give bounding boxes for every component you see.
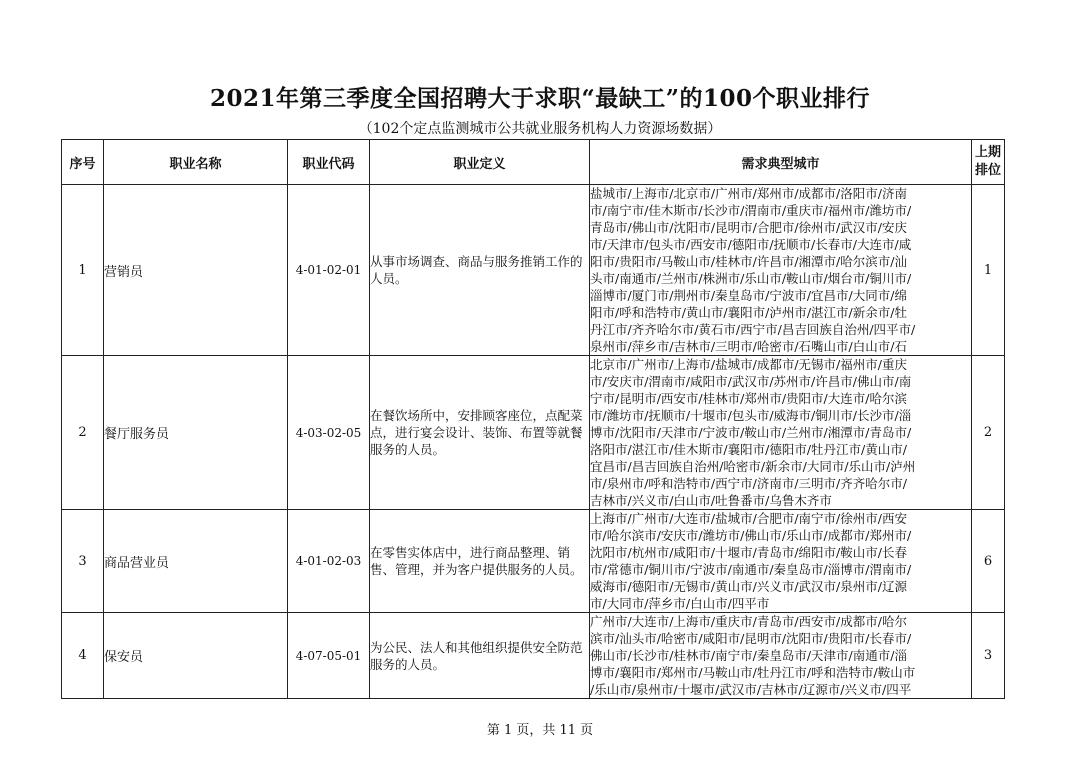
- header-code: 职业代码: [288, 140, 370, 185]
- cities-line: 阳市/呼和浩特市/黄山市/襄阳市/泸州市/湛江市/新余市/牡: [590, 305, 907, 320]
- row-prev-rank: 2: [972, 356, 1005, 510]
- cities-line: 吉林市/兴义市/白山市/吐鲁番市/乌鲁木齐市: [590, 493, 832, 508]
- cities-line: 泉州市/萍乡市/吉林市/三明市/哈密市/石嘴山市/白山市/石: [590, 339, 907, 354]
- table-row: [62, 510, 1005, 613]
- cities-line: 北京市/广州市/上海市/盐城市/成都市/无锡市/福州市/重庆: [590, 357, 907, 372]
- cities-line: 威海市/德阳市/无锡市/黄山市/兴义市/武汉市/泉州市/辽源: [590, 579, 907, 594]
- cities-line: 阳市/贵阳市/马鞍山市/桂林市/许昌市/湘潭市/哈尔滨市/汕: [590, 254, 907, 269]
- cities-line: 淄博市/厦门市/荆州市/秦皇岛市/宁波市/宜昌市/大同市/绵: [590, 288, 907, 303]
- row-definition: 在餐饮场所中，安排顾客座位，点配菜点，进行宴会设计、装饰、布置等就餐服务的人员。: [370, 356, 590, 510]
- cities-line: 洛阳市/湛江市/佳木斯市/襄阳市/德阳市/牡丹江市/黄山市/: [590, 442, 907, 457]
- cities-line: 广州市/大连市/上海市/重庆市/青岛市/西安市/成都市/哈尔: [590, 614, 907, 629]
- table-row: [62, 356, 1005, 510]
- cities-line: 市/天津市/包头市/西安市/德阳市/抚顺市/长春市/大连市/咸: [590, 237, 912, 252]
- header-prev-rank-line1: 上期: [974, 145, 1001, 160]
- row-occupation-name: 商品营业员: [104, 510, 288, 613]
- row-occupation-name: 餐厅服务员: [104, 356, 288, 510]
- cities-line: 丹江市/齐齐哈尔市/黄石市/西宁市/昌吉回族自治州/四平市/: [590, 322, 916, 337]
- row-prev-rank: 6: [972, 510, 1005, 613]
- row-rank: 4: [62, 613, 104, 699]
- row-definition: 为公民、法人和其他组织提供安全防范服务的人员。: [370, 613, 590, 699]
- header-name: 职业名称: [104, 140, 288, 185]
- cities-line: 佛山市/长沙市/桂林市/南宁市/秦皇岛市/天津市/南通市/淄: [590, 648, 907, 663]
- header-prev-rank: [972, 140, 1005, 185]
- header-rank: 序号: [62, 140, 104, 185]
- cities-line: 博市/襄阳市/郑州市/马鞍山市/牡丹江市/呼和浩特市/鞍山市: [590, 665, 916, 680]
- row-cities: [590, 510, 972, 613]
- cities-line: 头市/南通市/兰州市/株洲市/乐山市/鞍山市/烟台市/铜川市/: [590, 271, 912, 286]
- cities-line: 市/潍坊市/抚顺市/十堰市/包头市/威海市/铜川市/长沙市/淄: [590, 408, 912, 423]
- row-cities: [590, 185, 972, 356]
- cities-line: 博市/沈阳市/天津市/宁波市/鞍山市/兰州市/湘潭市/青岛市/: [590, 425, 912, 440]
- row-occupation-code: 4-01-02-03: [288, 510, 370, 613]
- row-occupation-name: 营销员: [104, 185, 288, 356]
- occupation-table: [61, 139, 1005, 699]
- cities-line: 盐城市/上海市/北京市/广州市/郑州市/成都市/洛阳市/济南: [590, 186, 907, 201]
- cities-line: 市/安庆市/渭南市/咸阳市/武汉市/苏州市/许昌市/佛山市/南: [590, 374, 912, 389]
- row-definition: 在零售实体店中，进行商品整理、销售、管理，并为客户提供服务的人员。: [370, 510, 590, 613]
- row-prev-rank: 1: [972, 185, 1005, 356]
- cities-line: 宜昌市/昌吉回族自治州/哈密市/新余市/大同市/乐山市/泸州: [590, 459, 916, 474]
- row-cities: [590, 613, 972, 699]
- cities-line: 宁市/昆明市/西安市/桂林市/郑州市/贵阳市/大连市/哈尔滨: [590, 391, 907, 406]
- page-footer: 第 1 页，共 11 页: [486, 723, 594, 738]
- cities-line: 市/大同市/萍乡市/白山市/四平市: [590, 596, 770, 611]
- table-row: [62, 613, 1005, 699]
- cities-line: 市/常德市/铜川市/宁波市/南通市/秦皇岛市/淄博市/渭南市/: [590, 562, 912, 577]
- cities-line: 市/哈尔滨市/安庆市/潍坊市/佛山市/乐山市/成都市/郑州市/: [590, 528, 912, 543]
- row-prev-rank: 3: [972, 613, 1005, 699]
- cities-line: 沈阳市/杭州市/咸阳市/十堰市/青岛市/绵阳市/鞍山市/长春: [590, 545, 907, 560]
- row-occupation-code: 4-03-02-05: [288, 356, 370, 510]
- header-cities: 需求典型城市: [590, 140, 972, 185]
- cities-line: 滨市/汕头市/哈密市/咸阳市/昆明市/沈阳市/贵阳市/长春市/: [590, 631, 912, 646]
- cities-line: 市/南宁市/佳木斯市/长沙市/渭南市/重庆市/福州市/潍坊市/: [590, 203, 912, 218]
- row-occupation-code: 4-07-05-01: [288, 613, 370, 699]
- cities-line: 市/泉州市/呼和浩特市/西宁市/济南市/三明市/齐齐哈尔市/: [590, 476, 907, 491]
- row-definition: 从事市场调查、商品与服务推销工作的人员。: [370, 185, 590, 356]
- row-rank: 2: [62, 356, 104, 510]
- table-header-row: [62, 140, 1005, 185]
- cities-line: 青岛市/佛山市/沈阳市/昆明市/合肥市/徐州市/武汉市/安庆: [590, 220, 907, 235]
- page-subtitle: （102个定点监测城市公共就业服务机构人力资源场数据）: [358, 121, 722, 137]
- header-definition: 职业定义: [370, 140, 590, 185]
- row-occupation-code: 4-01-02-01: [288, 185, 370, 356]
- row-cities: [590, 356, 972, 510]
- header-prev-rank-line2: 排位: [974, 163, 1001, 178]
- cities-line: /乐山市/泉州市/十堰市/武汉市/吉林市/辽源市/兴义市/四平: [590, 682, 912, 697]
- row-occupation-name: 保安员: [104, 613, 288, 699]
- table-row: [62, 185, 1005, 356]
- page-title: 2021年第三季度全国招聘大于求职“最缺工”的100个职业排行: [210, 85, 870, 112]
- row-rank: 1: [62, 185, 104, 356]
- cities-line: 上海市/广州市/大连市/盐城市/合肥市/南宁市/徐州市/西安: [590, 511, 907, 526]
- row-rank: 3: [62, 510, 104, 613]
